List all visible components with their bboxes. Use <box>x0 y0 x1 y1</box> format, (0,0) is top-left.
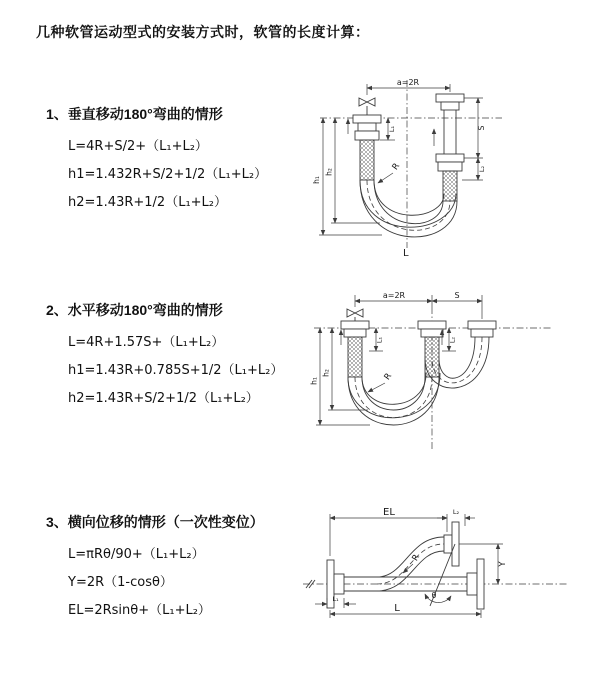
formula-y: Y=2R（1-cosθ） <box>68 575 173 590</box>
dim-label-h1: h₁ <box>312 176 321 184</box>
formula-l: L=4R+S/2+（L₁+L₂） <box>68 139 208 154</box>
dim-label-h2: h₂ <box>324 168 334 176</box>
dim-label-length: L <box>394 603 400 614</box>
formula-h2: h2=1.43R+1/2（L₁+L₂） <box>68 195 227 210</box>
radius-label: R <box>382 371 395 383</box>
dim-label-theta: θ <box>431 591 437 600</box>
valve-icon <box>347 309 363 321</box>
section-vertical-movement <box>46 104 336 217</box>
dim-label-l2: L₂ <box>452 508 460 516</box>
formula-h1: h1=1.43R+0.785S+1/2（L₁+L₂） <box>68 363 284 378</box>
section-2-heading: 2、水平移动180°弯曲的情形 <box>46 302 223 318</box>
page-title: 几种软管运动型式的安装方式时，软管的长度计算： <box>36 24 370 40</box>
dim-label-stroke: S <box>454 291 460 300</box>
section-1-heading: 1、垂直移动180°弯曲的情形 <box>46 106 223 122</box>
dim-label-h2: h₂ <box>321 369 331 377</box>
dim-label-stroke: S <box>477 125 486 131</box>
diagram-lateral-displacement <box>297 502 587 644</box>
formula-h1: h1=1.432R+S/2+1/2（L₁+L₂） <box>68 167 268 182</box>
dim-label-l1: L₁ <box>375 336 384 344</box>
dim-label-span: a=2R <box>382 291 406 300</box>
right-hose-end-fitting <box>468 321 496 337</box>
length-label: L <box>403 248 409 259</box>
dim-label-h1: h₁ <box>309 377 319 385</box>
u-bend-hose <box>360 180 457 237</box>
diagram-vertical-180-bend <box>310 72 535 262</box>
dim-label-l2: L₂ <box>478 165 486 173</box>
dim-label-l1: L₁ <box>388 125 396 133</box>
braided-hose-section <box>443 171 457 201</box>
diagram-horizontal-180-bend <box>308 283 558 463</box>
middle-hose-end-fitting <box>418 321 446 377</box>
dim-label-y: Y <box>498 561 508 567</box>
formula-h2: h2=1.43R+S/2+1/2（L₁+L₂） <box>68 391 259 406</box>
radius-label: R <box>390 161 403 173</box>
dim-label-span: a=2R <box>396 78 420 87</box>
braided-hose-section <box>348 337 362 377</box>
dim-label-l2: L₂ <box>448 336 457 344</box>
dim-label-el: EL <box>383 507 395 518</box>
section-3-heading: 3、横向位移的情形（一次性变位） <box>46 514 264 530</box>
section-horizontal-movement <box>46 300 336 413</box>
right-hose-end-fitting <box>436 94 464 201</box>
u-bend-hose-original <box>348 373 440 425</box>
formula-el: EL=2Rsinθ+（L₁+L₂） <box>68 603 211 618</box>
left-hose-end-fitting <box>353 115 381 180</box>
radius-label: R <box>410 552 423 564</box>
angle-arc <box>425 594 451 603</box>
formula-l: L=πRθ/90+（L₁+L₂） <box>68 547 205 562</box>
section-lateral-displacement <box>46 512 336 625</box>
valve-icon <box>359 98 375 115</box>
formula-l: L=4R+1.57S+（L₁+L₂） <box>68 335 225 350</box>
left-hose-end-fitting <box>341 321 369 377</box>
braided-hose-section <box>360 140 374 180</box>
dim-label-l1: L₁ <box>332 595 339 603</box>
